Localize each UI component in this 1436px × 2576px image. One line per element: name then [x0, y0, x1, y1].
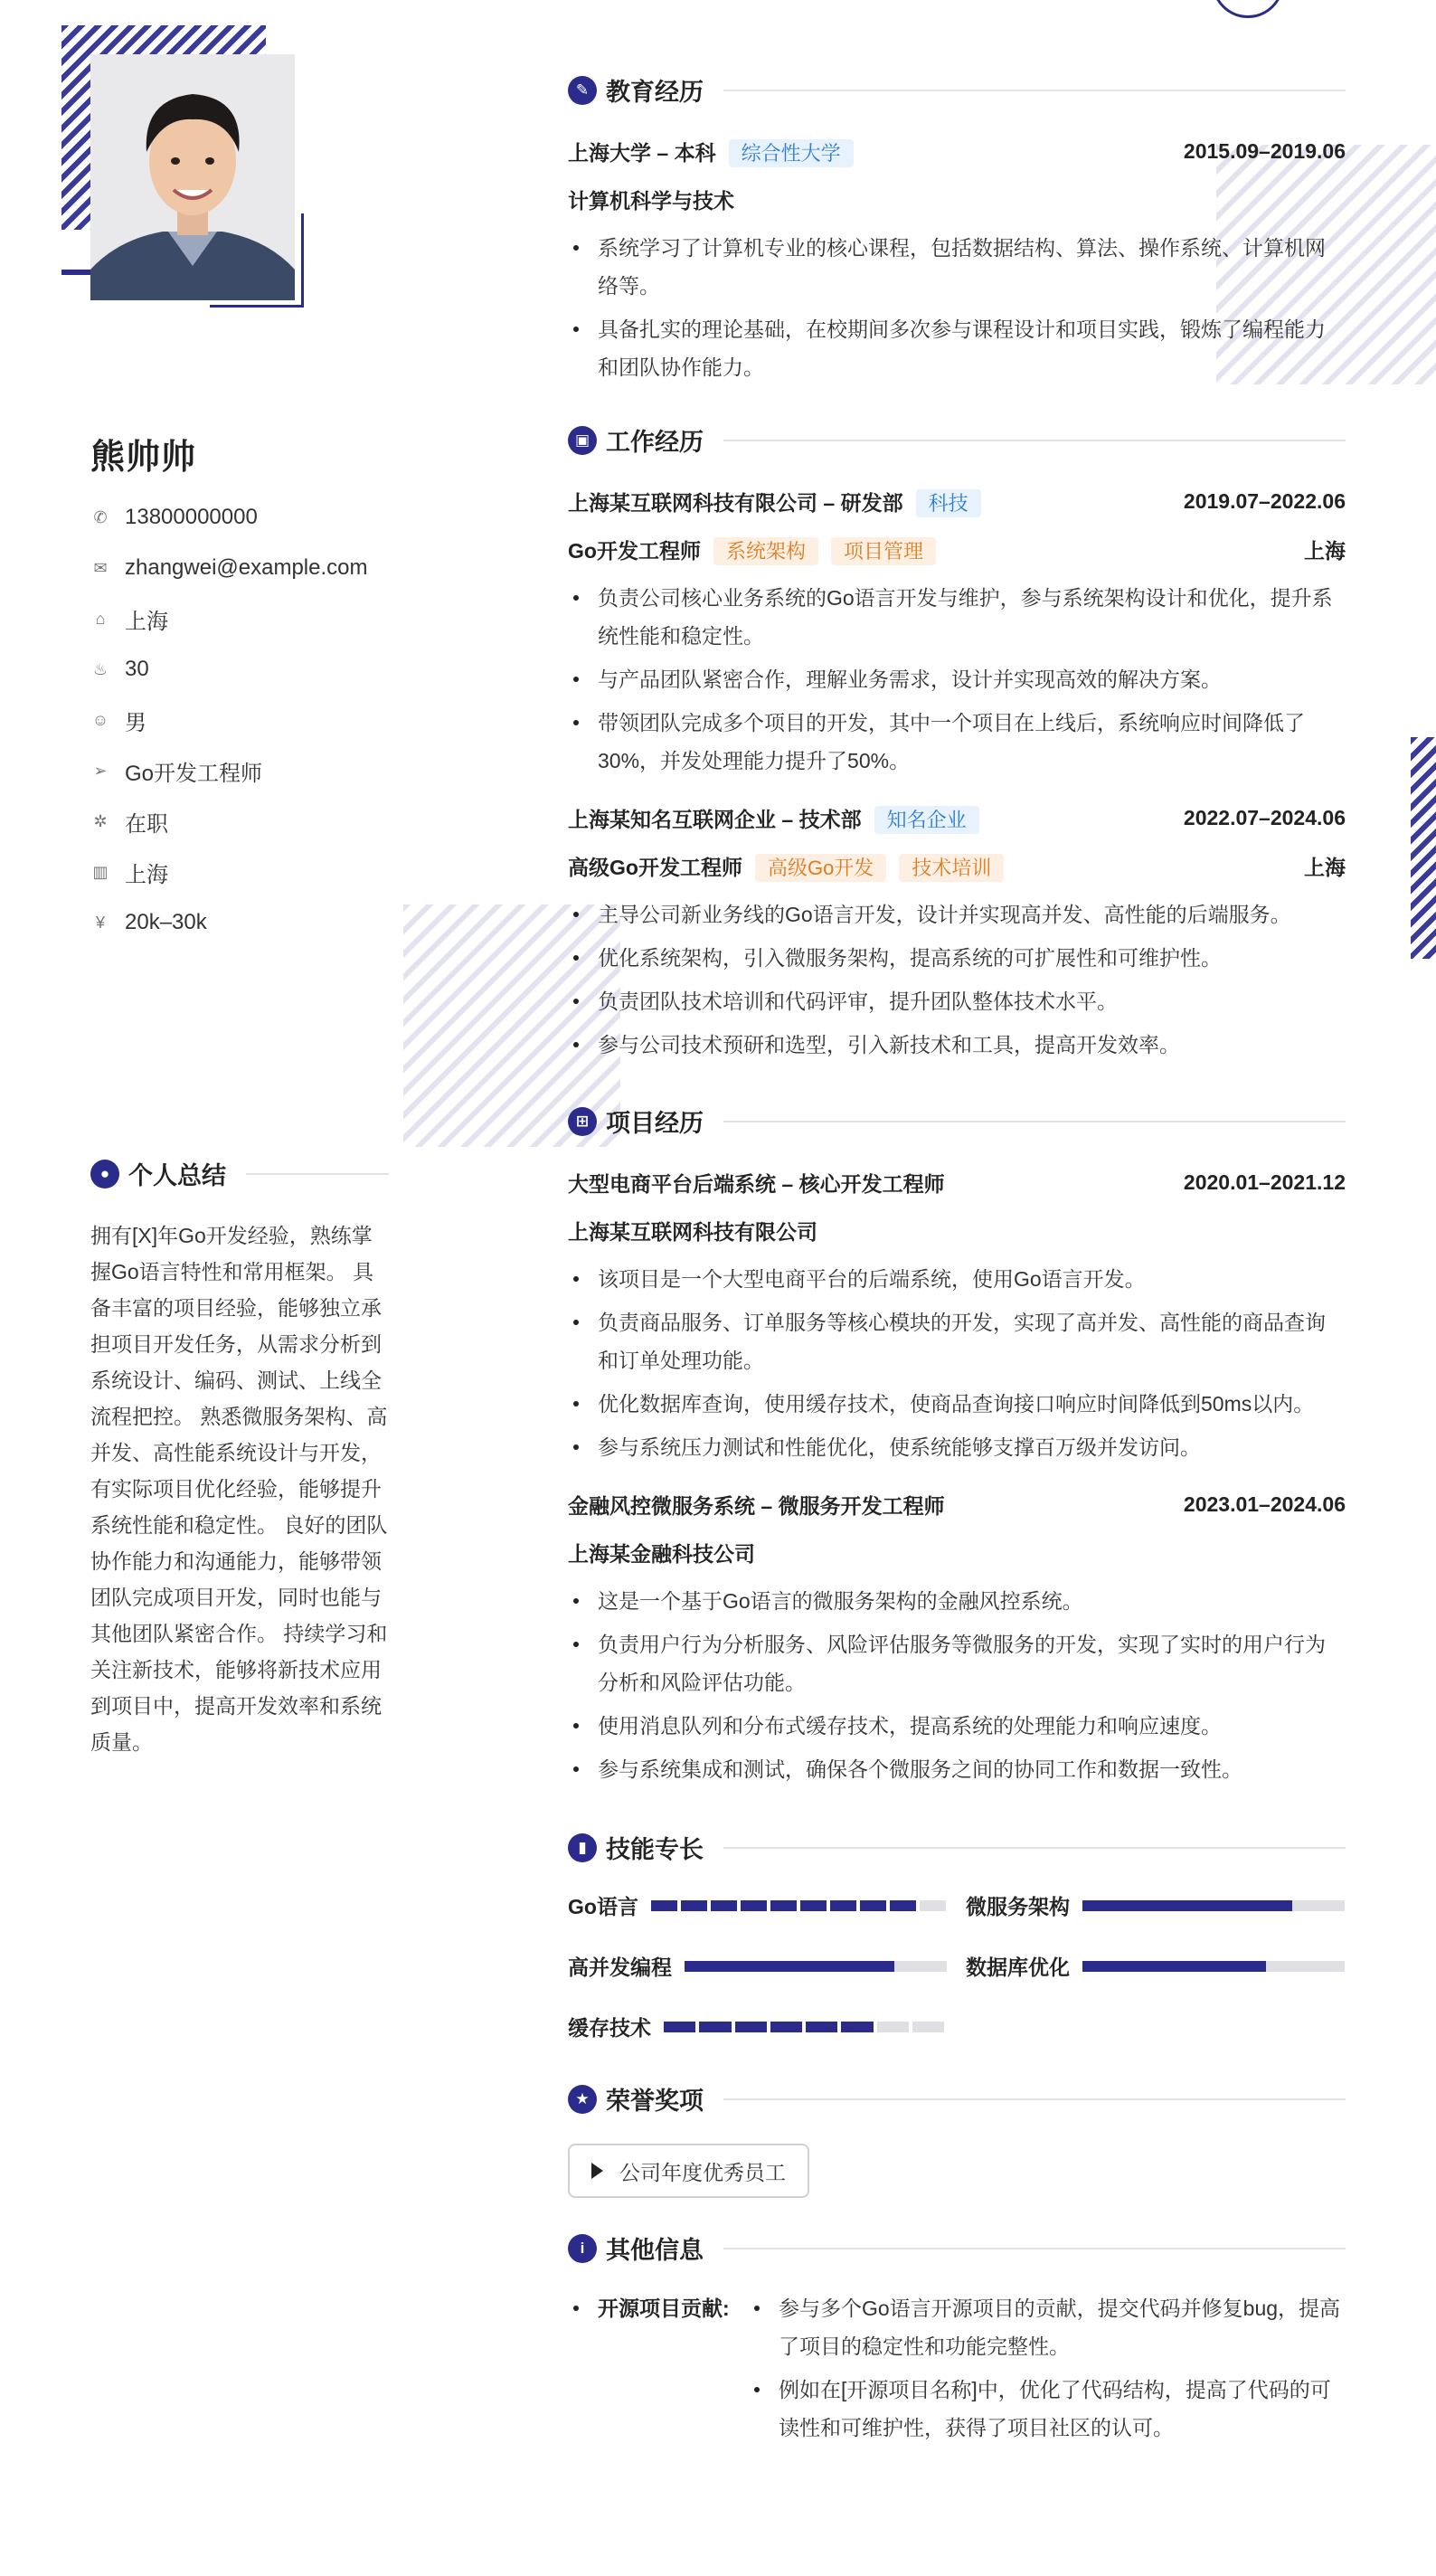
company-name: 上海某知名互联网企业 – 技术部 [568, 808, 862, 831]
graduation-cap-icon: ✎ [568, 76, 597, 105]
gender-icon: ☺ [91, 710, 109, 729]
skill-level-segment [890, 1900, 916, 1911]
list-item: 该项目是一个大型电商平台的后端系统，使用Go语言开发。 [568, 1260, 1346, 1298]
section-divider [723, 2248, 1346, 2249]
building-icon: ▥ [92, 862, 109, 881]
job-role: Go开发工程师 [568, 539, 701, 563]
other-info-row [568, 2289, 1346, 2452]
job-date: 2022.07–2024.06 [1183, 806, 1346, 829]
info-icon: i [568, 2234, 597, 2263]
role-tag: 系统架构 [713, 537, 818, 565]
project-date: 2020.01–2021.12 [1183, 1170, 1346, 1194]
skill-level-segment [800, 1900, 827, 1911]
bullet-dot [573, 2306, 579, 2311]
award-icon: ★ [568, 2085, 597, 2114]
status-icon: ✲ [93, 811, 108, 830]
skill-level-segment [711, 1900, 737, 1911]
home-icon: ⌂ [95, 609, 106, 628]
project-name: 大型电商平台后端系统 – 核心开发工程师 [568, 1172, 945, 1196]
skill-level-segment [741, 1900, 767, 1911]
skill-level-segment [770, 1900, 797, 1911]
skill-level-segment [860, 1900, 886, 1911]
skill-database: 数据库优化 [966, 1951, 1346, 1981]
section-divider [723, 1847, 1346, 1849]
skill-microservice: 微服务架构 [966, 1890, 1346, 1920]
info-gender: ☺ 男 [91, 710, 146, 735]
section-divider [723, 1121, 1346, 1122]
list-item: 负责团队技术培训和代码评审，提升团队整体技术水平。 [568, 982, 1346, 1020]
skill-level-segment [651, 1900, 677, 1911]
list-item: 负责用户行为分析服务、风险评估服务等微服务的开发，实现了实时的用户行为分析和风险评估功能。 [568, 1625, 1346, 1701]
info-age: ♨ 30 [90, 644, 398, 695]
info-position: ➢ Go开发工程师 [90, 745, 398, 796]
other-label: 开源项目贡献: [598, 2297, 730, 2320]
send-icon: ➢ [93, 761, 108, 780]
project-date: 2023.01–2024.06 [1183, 1492, 1346, 1516]
job-role: 高级Go开发工程师 [568, 856, 742, 879]
avatar [90, 54, 295, 300]
project-company: 上海某金融科技公司 [568, 1542, 755, 1566]
skill-level-segment [664, 2022, 695, 2032]
info-salary: ¥ 20k–30k [90, 897, 398, 948]
cake-icon: ♨ [92, 659, 109, 678]
work-section-header: ▣ 工作经历 [568, 422, 1346, 458]
skill-level-segment [699, 2022, 731, 2032]
skill-cache: 缓存技术 [568, 2012, 966, 2041]
skill-level-bar [651, 1900, 946, 1911]
school-tag: 综合性大学 [729, 139, 854, 167]
section-divider [723, 90, 1346, 91]
skill-level-segment [770, 2022, 802, 2032]
stripe-decoration-edge [1411, 737, 1436, 959]
skill-level-fill [685, 1961, 894, 1972]
list-item: 主导公司新业务线的Go语言开发，设计并实现高并发、高性能的后端服务。 [568, 895, 1346, 933]
project-name: 金融风控微服务系统 – 微服务开发工程师 [568, 1494, 945, 1518]
phone-icon: ✆ [93, 507, 108, 526]
skill-level-bar [1082, 1900, 1345, 1911]
job-city: 上海 [1304, 539, 1346, 563]
list-item: 系统学习了计算机专业的核心课程，包括数据结构、算法、操作系统、计算机网络等。 [568, 229, 1346, 305]
mail-icon: ✉ [93, 558, 108, 577]
skill-level-segment [830, 1900, 856, 1911]
honors-section-header: ★ 荣誉奖项 [568, 2081, 1346, 2117]
play-icon [591, 2163, 603, 2179]
list-item: 优化系统架构，引入微服务架构，提高系统的可扩展性和可维护性。 [568, 939, 1346, 977]
job-entry [568, 803, 1346, 1064]
bar-chart-icon: ▮ [568, 1833, 597, 1862]
list-item: 参与多个Go语言开源项目的贡献，提交代码并修复bug，提高了项目的稳定性和功能完整性。 [749, 2289, 1346, 2365]
info-email: ✉ zhangwei@example.com [90, 543, 398, 593]
job-entry [568, 487, 1346, 780]
info-location: ⌂ 上海 [90, 593, 398, 644]
project-entry [568, 1168, 1346, 1466]
section-divider [723, 2098, 1346, 2100]
education-section-header: ✎ 教育经历 [568, 72, 1346, 108]
job-city: 上海 [1304, 856, 1346, 879]
list-item: 这是一个基于Go语言的微服务架构的金融风控系统。 [568, 1582, 1346, 1620]
user-icon: ● [90, 1160, 119, 1189]
skill-level-segment [912, 2022, 944, 2032]
company-name: 上海某互联网科技有限公司 – 研发部 [568, 491, 903, 515]
section-divider [723, 440, 1346, 441]
award-item[interactable]: 公司年度优秀员工 [568, 2144, 809, 2198]
company-tag: 知名企业 [874, 806, 979, 834]
info-phone: ✆ 13800000000 [90, 492, 398, 543]
info-city: ▥ 上海 [90, 847, 398, 897]
list-item: 参与系统集成和测试，确保各个微服务之间的协同工作和数据一致性。 [568, 1750, 1346, 1788]
profile-name: 熊帅帅 [90, 439, 197, 477]
role-tag: 高级Go开发 [755, 854, 886, 882]
list-item: 使用消息队列和分布式缓存技术，提高系统的处理能力和响应速度。 [568, 1707, 1346, 1745]
skill-level-segment [841, 2022, 873, 2032]
summary-section-header: ● 个人总结 [90, 1156, 389, 1191]
list-item: 负责商品服务、订单服务等核心模块的开发，实现了高并发、高性能的商品查询和订单处理功能。 [568, 1303, 1346, 1379]
project-entry [568, 1490, 1346, 1788]
info-status: ✲ 在职 [90, 796, 398, 847]
education-bullets [568, 229, 1346, 386]
summary-text: 拥有[X]年Go开发经验，熟练掌握Go语言特性和常用框架。 具备丰富的项目经验，能够独立承担项目开发任务，从需求分析到系统设计、编码、测试、上线全流程把控。 熟悉微服务架构、高并发、高性能系统设计与开发，有实际项目优化经验，能够提升系统性能和稳定性。 良好的团队协作能力和沟通能力，能够带领团队完成项目开发，同时也能与其他团队紧密合作。 持续学习和关注新技术，能够将新技术应用到项目中，提高开发效率和系统质量。 [90, 1224, 388, 1754]
list-item: 具备扎实的理论基础，在校期间多次参与课程设计和项目实践，锻炼了编程能力和团队协作能力。 [568, 310, 1346, 386]
skill-level-segment [920, 1900, 946, 1911]
grid-icon: ⊞ [568, 1107, 597, 1136]
role-tag: 项目管理 [831, 537, 936, 565]
briefcase-icon: ▣ [568, 426, 597, 455]
skill-level-fill [1082, 1900, 1292, 1911]
list-item: 与产品团队紧密合作，理解业务需求，设计并实现高效的解决方案。 [568, 660, 1346, 698]
skills-section-header: ▮ 技能专长 [568, 1830, 1346, 1865]
section-divider [246, 1173, 389, 1175]
role-tag: 技术培训 [899, 854, 1004, 882]
school-name: 上海大学 – 本科 [568, 141, 716, 165]
list-item: 优化数据库查询，使用缓存技术，使商品查询接口响应时间降低到50ms以内。 [568, 1385, 1346, 1423]
skill-level-bar [1082, 1961, 1345, 1972]
list-item: 参与系统压力测试和性能优化，使系统能够支撑百万级并发访问。 [568, 1428, 1346, 1466]
skill-level-segment [681, 1900, 707, 1911]
skill-level-segment [806, 2022, 837, 2032]
skill-level-segment [735, 2022, 767, 2032]
education-major: 计算机科学与技术 [568, 189, 734, 213]
list-item: 例如在[开源项目名称]中，优化了代码结构，提高了代码的可读性和可维护性，获得了项目社区的认可。 [749, 2371, 1346, 2447]
education-row [568, 137, 1346, 166]
skill-level-bar [664, 2022, 944, 2032]
project-company: 上海某互联网科技有限公司 [568, 1220, 817, 1244]
skill-level-fill [1082, 1961, 1266, 1972]
company-tag: 科技 [916, 489, 981, 517]
skill-level-segment [877, 2022, 909, 2032]
skill-concurrency: 高并发编程 [568, 1951, 966, 1981]
list-item: 负责公司核心业务系统的Go语言开发与维护，参与系统架构设计和优化，提升系统性能和稳定性。 [568, 579, 1346, 655]
skills-grid [568, 1890, 1346, 2041]
projects-section-header: ⊞ 项目经历 [568, 1103, 1346, 1139]
contact-info-list [90, 492, 398, 948]
education-date: 2015.09–2019.06 [1183, 139, 1346, 163]
list-item: 参与公司技术预研和选型，引入新技术和工具，提高开发效率。 [568, 1026, 1346, 1064]
job-date: 2019.07–2022.06 [1183, 489, 1346, 513]
main-column [568, 72, 1346, 2452]
top-circle-decoration [1212, 0, 1284, 18]
list-item: 带领团队完成多个项目的开发，其中一个项目在上线后，系统响应时间降低了30%，并发处理能力提升了50%。 [568, 704, 1346, 780]
other-section-header: i 其他信息 [568, 2230, 1346, 2266]
salary-icon: ¥ [95, 913, 105, 932]
skill-go: Go语言 [568, 1890, 966, 1920]
skill-level-bar [685, 1961, 947, 1972]
